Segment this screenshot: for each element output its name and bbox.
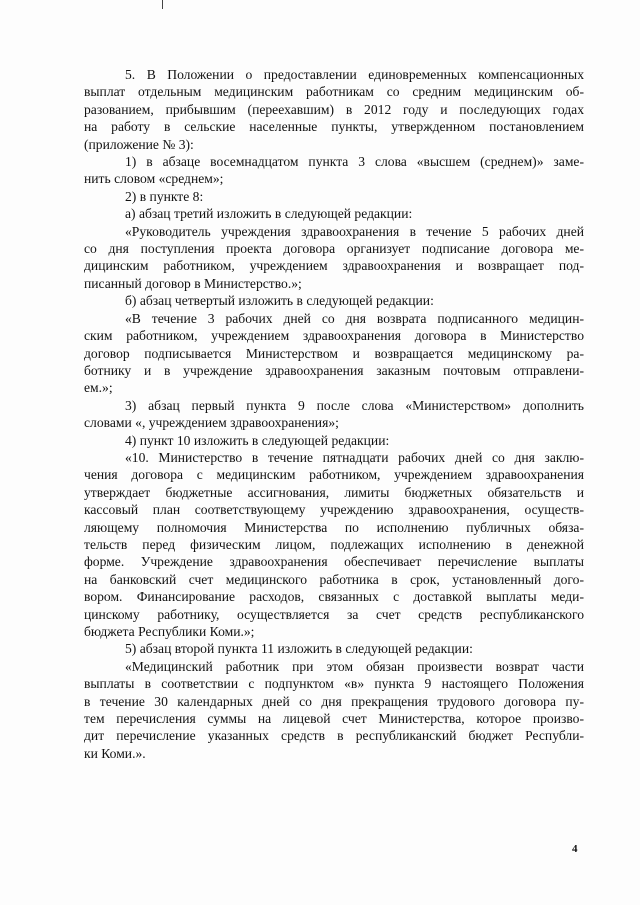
text-line: вором. Финансирование расходов, связанных с доставкой выплаты меди- xyxy=(84,589,584,605)
text-line: цинскому работнику, осуществляется за счет средств республиканского xyxy=(84,606,584,622)
text-line: ляющему полномочия Министерства по исполнению публичных обяза- xyxy=(84,519,584,535)
text-line: 3) абзац первый пункта 9 после слова «Министерством» дополнить xyxy=(125,397,584,413)
text-line: на банковский счет медицинского работника в срок, установленный дого- xyxy=(84,571,584,587)
page-number: 4 xyxy=(572,843,578,855)
text-line: нить словом «среднем»; xyxy=(84,171,224,187)
text-line: утверждает бюджетные ассигнования, лимиты бюджетных обязательств и xyxy=(84,484,584,500)
text-line: выплат отдельным медицинским работникам со средним медицинским об- xyxy=(84,84,584,100)
text-line: в течение 30 календарных дней со дня прекращения трудового договора пу- xyxy=(84,693,584,709)
text-line: дицинским работником, учреждением здравоохранения и возвращает под- xyxy=(84,258,584,274)
text-line: ем.»; xyxy=(84,380,113,396)
text-line: а) абзац третий изложить в следующей редакции: xyxy=(125,206,413,222)
text-line: б) абзац четвертый изложить в следующей редакции: xyxy=(125,293,434,309)
scan-mark xyxy=(162,0,163,9)
text-line: чения договора с медицинским работником, учреждением здравоохранения xyxy=(84,467,584,483)
text-line: «Руководитель учреждения здравоохранения в течение 5 рабочих дней xyxy=(125,223,584,239)
text-line: дит перечисление указанных средств в республиканский бюджет Республи- xyxy=(84,728,584,744)
text-line: 5. В Положении о предоставлении единовременных компенсационных xyxy=(125,67,584,82)
text-line: «В течение 3 рабочих дней со дня возврата подписанного медицин- xyxy=(125,310,584,326)
text-line: тельств перед физическим лицом, подлежащих исполнению в денежной xyxy=(84,536,584,552)
text-line: словами «, учреждением здравоохранения»; xyxy=(84,415,339,431)
text-line: 5) абзац второй пункта 11 изложить в следующей редакции: xyxy=(125,641,473,657)
text-line: ботнику и в учреждение здравоохранения заказным почтовым отправлени- xyxy=(84,362,584,378)
text-line: 2) в пункте 8: xyxy=(125,188,204,204)
text-line: кассовый план соответствующему учреждению здравоохранения, осуществ- xyxy=(84,502,584,518)
text-line: «10. Министерство в течение пятнадцати рабочих дней со дня заклю- xyxy=(125,449,584,465)
text-line: «Медицинский работник при этом обязан произвести возврат части xyxy=(125,658,584,674)
text-line: бюджета Республики Коми.»; xyxy=(84,624,255,639)
text-line: 4) пункт 10 изложить в следующей редакции: xyxy=(125,432,390,448)
document-body xyxy=(84,66,584,762)
text-line: ки Коми.». xyxy=(84,745,146,761)
text-line: на работу в сельские населенные пункты, утвержденном постановлением xyxy=(84,119,584,135)
text-line: со дня поступления проекта договора организует подписание договора ме- xyxy=(84,241,584,257)
text-line: ским работником, учреждением здравоохранения договора в Министерство xyxy=(84,328,584,344)
text-line: договор подписывается Министерством и возвращается медицинскому ра- xyxy=(84,345,584,361)
text-line: форме. Учреждение здравоохранения обеспечивает перечисление выплаты xyxy=(84,554,584,570)
text-line: разованием, прибывшим (переехавшим) в 2012 году и последующих годах xyxy=(84,101,584,117)
text-line: писанный договор в Министерство.»; xyxy=(84,275,302,291)
text-line: 1) в абзаце восемнадцатом пункта 3 слова «высшем (среднем)» заме- xyxy=(125,154,584,170)
text-line: выплаты в соответствии с подпунктом «в» пункта 9 настоящего Положения xyxy=(84,676,584,692)
text-line: (приложение № 3): xyxy=(84,136,194,152)
text-line: тем перечисления суммы на лицевой счет Министерства, которое произво- xyxy=(84,711,584,727)
